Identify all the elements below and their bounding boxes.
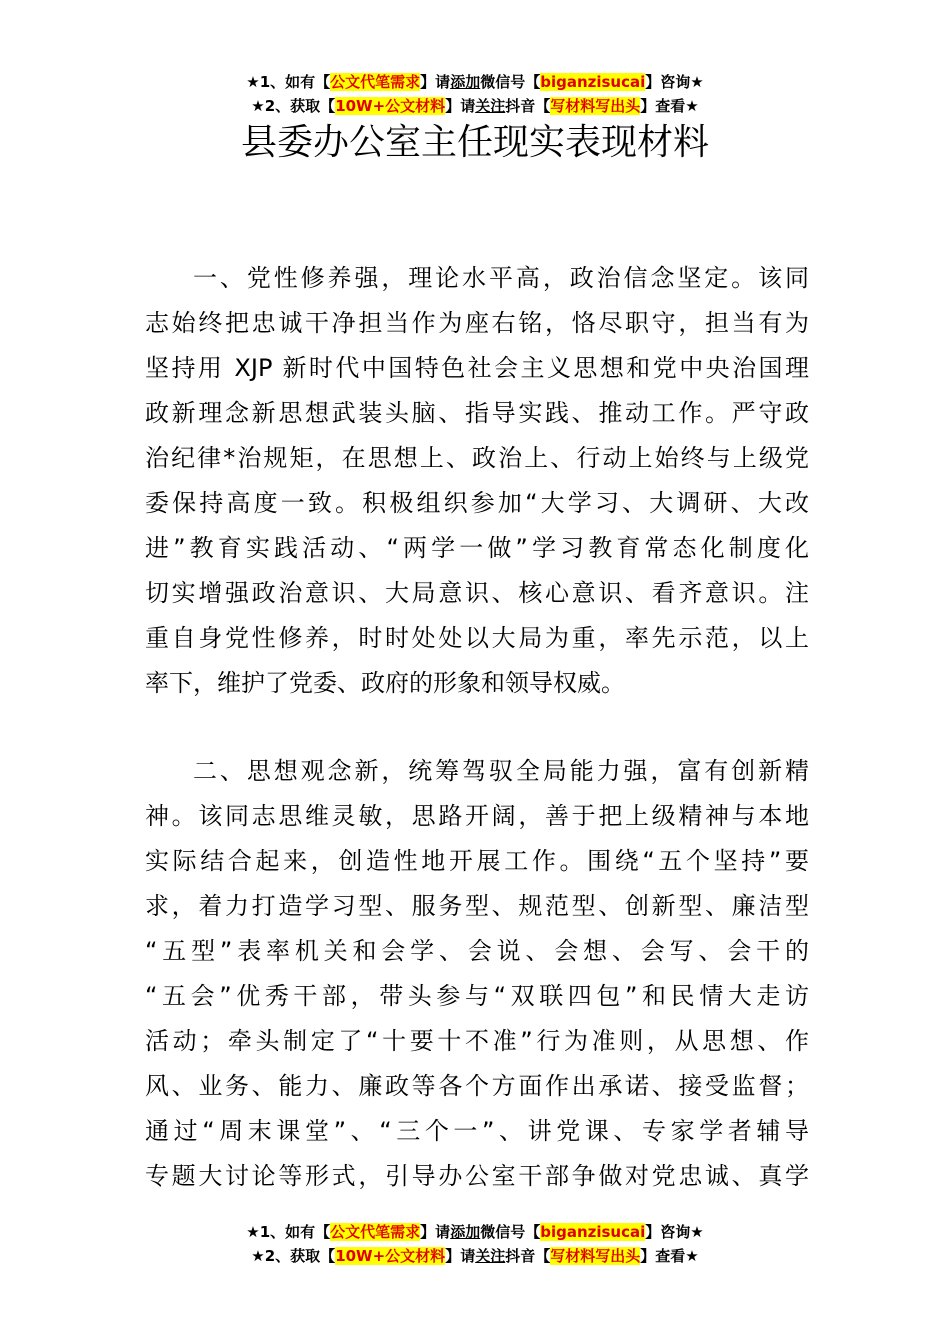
paragraph-line: 专题大讨论等形式，引导办公室干部争做对党忠诚、真学 <box>145 1162 809 1190</box>
promo-text: 】咨询★ <box>645 1223 704 1241</box>
paragraph-line: 求，着力打造学习型、服务型、规范型、创新型、廉洁型 <box>145 892 809 920</box>
promo-text: 微信号【 <box>480 73 541 91</box>
promo-emphasis: 关注 <box>475 1247 506 1265</box>
promo-emphasis: 添加 <box>450 73 481 91</box>
paragraph-line: 通过“周末课堂”、“三个一”、讲党课、专家学者辅导 <box>145 1117 809 1145</box>
promo-text: 】请 <box>420 73 451 91</box>
paragraph-line: 政新理念新思想武装头脑、指导实践、推动工作。严守政 <box>145 399 809 427</box>
promo-banner-top <box>0 70 950 118</box>
promo-text: 】咨询★ <box>645 73 704 91</box>
paragraph-line: 率下，维护了党委、政府的形象和领导权威。 <box>145 669 625 697</box>
promo-text: 】请 <box>420 1223 451 1241</box>
promo-text: 】请 <box>445 97 476 115</box>
promo-text: ★2、获取【 <box>251 1247 336 1265</box>
promo-text: 微信号【 <box>480 1223 541 1241</box>
document-title: 县委办公室主任现实表现材料 <box>240 122 709 163</box>
promo-douyin-id: 写材料写出头 <box>550 1247 641 1265</box>
paragraph-line: 二、思想观念新，统筹驾驭全局能力强，富有创新精 <box>193 757 809 785</box>
promo-text: ★2、获取【 <box>251 97 336 115</box>
paragraph-line: 委保持高度一致。积极组织参加“大学习、大调研、大改 <box>145 489 809 517</box>
promo-wechat-id: biganzisucai <box>540 1223 646 1241</box>
promo-highlight: 公文代笔需求 <box>330 73 421 91</box>
promo-text: 】查看★ <box>640 1247 699 1265</box>
promo-highlight: 公文代笔需求 <box>330 1223 421 1241</box>
section-2-paragraph <box>145 749 809 1199</box>
paragraph-line: 神。该同志思维灵敏，思路开阔，善于把上级精神与本地 <box>145 802 809 830</box>
paragraph-line: 进”教育实践活动、“两学一做”学习教育常态化制度化 <box>145 534 809 562</box>
promo-banner-bottom <box>0 1220 950 1268</box>
paragraph-line: 风、业务、能力、廉政等各个方面作出承诺、接受监督； <box>145 1072 809 1100</box>
promo-line-1 <box>0 1220 950 1244</box>
promo-text: 】查看★ <box>640 97 699 115</box>
promo-text: ★1、如有【 <box>246 1223 331 1241</box>
promo-douyin-id: 写材料写出头 <box>550 97 641 115</box>
paragraph-line: 志始终把忠诚干净担当作为座右铭，恪尽职守，担当有为 <box>145 309 809 337</box>
paragraph-line: “五型”表率机关和会学、会说、会想、会写、会干的 <box>145 937 809 965</box>
promo-text: ★1、如有【 <box>246 73 331 91</box>
promo-text: 抖音【 <box>505 1247 551 1265</box>
paragraph-line: 坚持用 XJP 新时代中国特色社会主义思想和党中央治国理 <box>145 354 809 382</box>
promo-text: 抖音【 <box>505 97 551 115</box>
paragraph-line: 治纪律*治规矩，在思想上、政治上、行动上始终与上级党 <box>145 444 809 472</box>
section-1-paragraph <box>145 256 809 706</box>
promo-emphasis: 关注 <box>475 97 506 115</box>
promo-emphasis: 添加 <box>450 1223 481 1241</box>
paragraph-line: 切实增强政治意识、大局意识、核心意识、看齐意识。注 <box>145 579 809 607</box>
promo-line-2 <box>0 1244 950 1268</box>
promo-line-2 <box>0 94 950 118</box>
paragraph-line: 实际结合起来，创造性地开展工作。围绕“五个坚持”要 <box>145 847 809 875</box>
paragraph-line: 重自身党性修养，时时处处以大局为重，率先示范，以上 <box>145 624 809 652</box>
promo-text: 】请 <box>445 1247 476 1265</box>
promo-highlight: 10W+公文材料 <box>335 1247 446 1265</box>
paragraph-line: 活动；牵头制定了“十要十不准”行为准则，从思想、作 <box>145 1027 809 1055</box>
promo-wechat-id: biganzisucai <box>540 73 646 91</box>
paragraph-line: “五会”优秀干部，带头参与“双联四包”和民情大走访 <box>145 982 809 1010</box>
promo-line-1 <box>0 70 950 94</box>
paragraph-line: 一、党性修养强，理论水平高，政治信念坚定。该同 <box>193 264 809 292</box>
promo-highlight: 10W+公文材料 <box>335 97 446 115</box>
